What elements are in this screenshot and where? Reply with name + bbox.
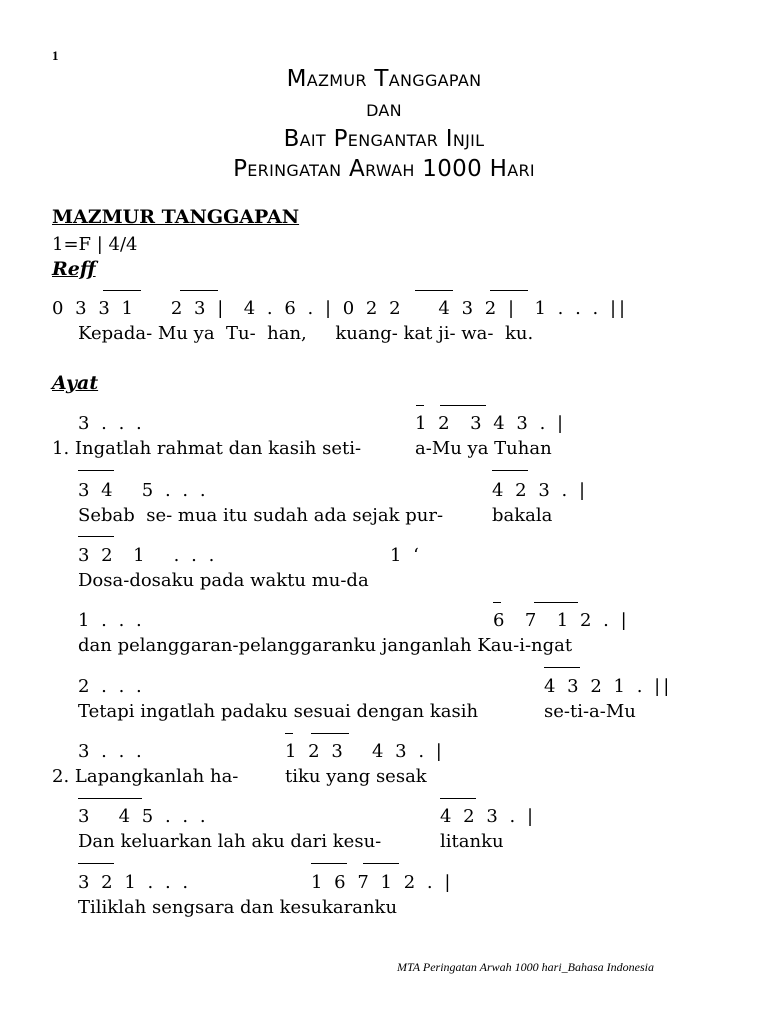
ayat-notes-5a: 2 . . . (78, 676, 145, 697)
page-footer: MTA Peringatan Arwah 1000 hari_Bahasa Indonesia (397, 960, 655, 974)
title-line-4: Peringatan Arwah 1000 Hari (233, 156, 535, 182)
beam-line (492, 470, 528, 471)
beam-line (180, 290, 218, 291)
ayat-lyric-7b: litanku (440, 831, 504, 852)
ayat-lyric-2b: bakala (492, 505, 553, 526)
beam-line (363, 863, 399, 864)
ayat-lyric-1a: 1. Ingatlah rahmat dan kasih seti- (52, 438, 362, 459)
ayat-notes-6a: 3 . . . (78, 741, 145, 762)
beam-line (78, 863, 114, 864)
key-signature: 1=F | 4/4 (52, 234, 138, 255)
ayat-notes-2a: 3 4 5 . . . (78, 480, 209, 501)
beam-line (440, 798, 476, 799)
ayat-lyric-7a: Dan keluarkan lah aku dari kesu- (78, 831, 382, 852)
ayat-notes-6b: 1 2 3 4 3 . | (285, 741, 445, 762)
ayat-notes-5b: 4 3 2 1 . || (544, 676, 673, 697)
beam-line (544, 667, 580, 668)
ayat-lyric-6b: tiku yang sesak (285, 766, 427, 787)
ayat-lyric-5a: Tetapi ingatlah padaku sesuai dengan kasih (78, 701, 479, 722)
beam-line (493, 602, 501, 603)
ayat-notes-7b: 4 2 3 . | (440, 806, 537, 827)
beam-line (440, 405, 486, 406)
ayat-notes-1a: 3 . . . (78, 413, 145, 434)
ayat-lyric-6a: 2. Lapangkanlah ha- (52, 766, 239, 787)
beam-line (78, 536, 114, 537)
ayat-label: Ayat (52, 372, 99, 394)
title-line-3: Bait Pengantar Injil (283, 126, 485, 152)
title-line-1: Mazmur Tanggapan (286, 66, 482, 92)
ayat-notes-4a: 1 . . . (78, 610, 145, 631)
reff-lyric: Kepada- Mu ya Tu- han, kuang- kat ji- wa- ku. (78, 323, 534, 344)
ayat-notes-3b: 1 ‘ (390, 545, 422, 566)
ayat-lyric-3a: Dosa-dosaku pada waktu mu-da (78, 570, 369, 591)
beam-line (78, 798, 142, 799)
beam-line (311, 733, 349, 734)
ayat-notes-3a: 3 2 1 . . . (78, 545, 218, 566)
page-number: 1 (52, 48, 59, 63)
ayat-lyric-2a: Sebab se- mua itu sudah ada sejak pur- (78, 505, 444, 526)
beam-line (285, 733, 293, 734)
beam-line (490, 290, 528, 291)
beam-line (415, 290, 453, 291)
beam-line (416, 405, 424, 406)
ayat-notes-4b: 6 7 1 2 . | (493, 610, 630, 631)
title-line-2: dan (366, 96, 402, 122)
beam-line (534, 602, 578, 603)
beam-line (311, 863, 347, 864)
ayat-lyric-1b: a-Mu ya Tuhan (415, 438, 552, 459)
reff-notes: 0 3 3 1 2 3 | 4 . 6 . | 0 2 2 4 3 2 | 1 . . . || (52, 298, 629, 319)
section-heading: MAZMUR TANGGAPAN (52, 206, 300, 228)
ayat-notes-1b: 1 2 3 4 3 . | (415, 413, 567, 434)
ayat-lyric-4a: dan pelanggaran-pelanggaranku janganlah Kau-i-ngat (78, 635, 573, 656)
ayat-notes-8b: 1 6 7 1 2 . | (311, 872, 454, 893)
ayat-notes-2b: 4 2 3 . | (492, 480, 589, 501)
ayat-lyric-8a: Tiliklah sengsara dan kesukaranku (78, 897, 398, 918)
beam-line (78, 470, 114, 471)
ayat-notes-8a: 3 2 1 . . . (78, 872, 192, 893)
beam-line (103, 290, 141, 291)
ayat-notes-7a: 3 4 5 . . . (78, 806, 209, 827)
ayat-lyric-5b: se-ti-a-Mu (544, 701, 636, 722)
reff-label: Reff (52, 258, 96, 280)
